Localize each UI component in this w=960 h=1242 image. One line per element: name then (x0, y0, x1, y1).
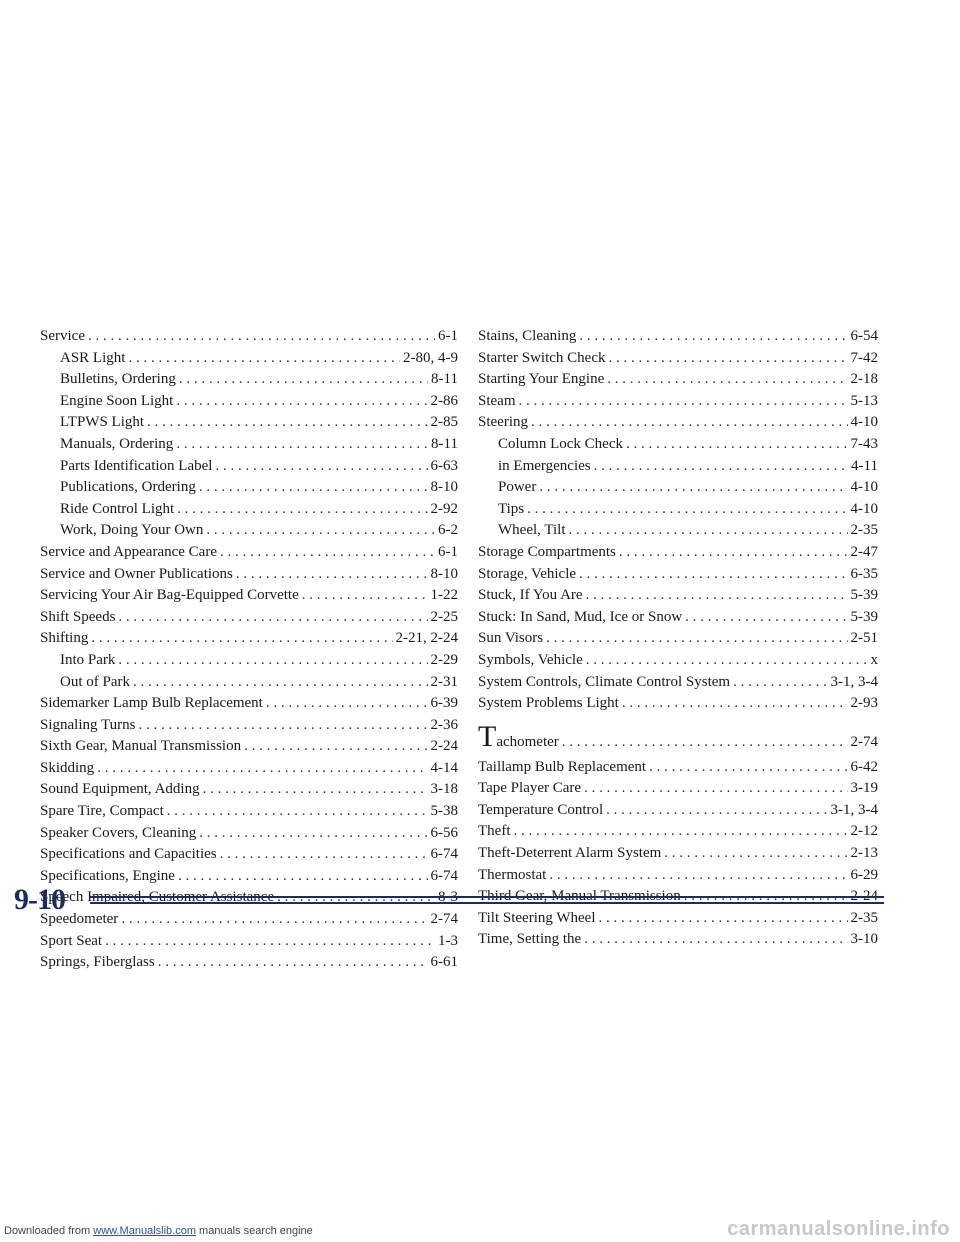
dot-leader (607, 369, 847, 391)
index-page-ref: 2-35 (850, 522, 878, 539)
index-page-ref: 7-42 (850, 349, 878, 366)
index-page-ref: 2-31 (430, 673, 458, 690)
index-page-ref: 2-24 (850, 888, 878, 905)
index-term: Service (40, 328, 85, 344)
index-term: ASR Light (60, 349, 126, 366)
index-entry (478, 672, 878, 694)
index-page-ref: 8-11 (431, 371, 458, 388)
index-term: Speedometer (40, 911, 119, 928)
dot-leader (519, 391, 848, 413)
index-entry (40, 931, 458, 953)
index-page-ref: 3-18 (430, 781, 458, 798)
index-page-ref: 5-39 (850, 608, 878, 625)
index-entry (478, 520, 878, 542)
index-entry (40, 564, 458, 586)
index-entry (40, 542, 458, 564)
index-term: Service and Appearance Care (40, 543, 217, 560)
dot-leader (244, 736, 427, 758)
dot-leader (176, 434, 428, 456)
index-page-ref: 6-1 (438, 328, 458, 344)
page-footer (14, 883, 884, 919)
dot-leader (606, 800, 827, 822)
index-term: Into Park (60, 651, 116, 668)
index-term: System Controls, Climate Control System (478, 673, 731, 690)
dot-leader (266, 693, 428, 715)
index-page-ref: 6-74 (430, 846, 458, 863)
index-term: LTPWS Light (60, 414, 145, 431)
index-entry (40, 672, 458, 694)
dot-leader (206, 520, 435, 542)
index-term: Steam (478, 392, 516, 409)
index-term: Symbols, Vehicle (478, 651, 583, 668)
index-entry (478, 778, 878, 800)
index-entry (478, 929, 878, 951)
index-term: Sound Equipment, Adding (40, 781, 200, 798)
index-entry (478, 326, 878, 348)
index-page-ref: 2-24 (430, 738, 458, 755)
index-entry (478, 412, 878, 434)
index-entry (40, 456, 458, 478)
index-term: Sixth Gear, Manual Transmission (40, 738, 242, 755)
dot-leader (579, 564, 847, 586)
download-prefix: Downloaded from (4, 1225, 91, 1237)
index-page-ref: 8-11 (431, 435, 458, 452)
dot-leader (118, 650, 427, 672)
index-page-ref: 2-80, 4-9 (403, 349, 458, 366)
index-entry (40, 801, 458, 823)
dot-leader (664, 843, 847, 865)
index-page-ref: 6-63 (430, 457, 458, 474)
watermark: carmanualsonline.info (727, 1218, 950, 1240)
index-entry (40, 650, 458, 672)
index-entry (40, 477, 458, 499)
index-term: Tilt Steering Wheel (478, 909, 596, 926)
index-page-ref: 4-10 (850, 500, 878, 517)
dot-leader (586, 585, 848, 607)
index-page-ref: 4-10 (850, 479, 878, 496)
download-note (4, 1225, 313, 1237)
index-term: Starting Your Engine (478, 371, 605, 388)
index-entry (40, 391, 458, 413)
index-term: Taillamp Bulb Replacement (478, 758, 647, 775)
index-term: Starter Switch Check (478, 349, 606, 366)
index-term: Engine Soon Light (60, 392, 174, 409)
index-entry (40, 715, 458, 737)
index-entry (40, 412, 458, 434)
index-page-ref: 6-56 (430, 824, 458, 841)
index-page-ref: x (870, 651, 878, 668)
dot-leader (133, 672, 428, 694)
index-page-ref: 2-25 (430, 608, 458, 625)
dot-leader (88, 326, 435, 348)
dot-leader (199, 477, 428, 499)
index-entry (478, 607, 878, 629)
index-page-ref: 2-51 (850, 630, 878, 647)
index-entry (40, 499, 458, 521)
dot-leader (179, 369, 428, 391)
index-term: Shift Speeds (40, 608, 116, 625)
dot-leader (513, 821, 847, 843)
index-page-ref: 6-74 (430, 867, 458, 884)
index-page-ref: 6-54 (850, 328, 878, 344)
index-term: Ride Control Light (60, 500, 175, 517)
index-term: Springs, Fiberglass (40, 954, 155, 971)
dot-leader (128, 348, 400, 370)
index-term: Servicing Your Air Bag-Equipped Corvette (40, 587, 299, 604)
index-page-ref: 6-42 (850, 758, 878, 775)
index-entry (40, 348, 458, 370)
index-term: Spare Tire, Compact (40, 803, 164, 820)
index-page-ref: 2-74 (850, 733, 878, 750)
dot-leader (236, 564, 428, 586)
index-term: System Problems Light (478, 695, 619, 712)
index-term: Out of Park (60, 673, 130, 690)
page-number: 9-10 (14, 883, 65, 916)
dot-leader (138, 715, 427, 737)
index-entry (40, 844, 458, 866)
index-page-ref: 5-13 (850, 392, 878, 409)
index-term: Stuck: In Sand, Mud, Ice or Snow (478, 608, 683, 625)
index-term: Service and Owner Publications (40, 565, 233, 582)
index-term: Time, Setting the (478, 931, 582, 948)
dot-leader (215, 456, 427, 478)
index-term: in Emergencies (498, 457, 591, 474)
index-page-ref: 3-1, 3-4 (830, 801, 878, 818)
dot-leader (176, 391, 427, 413)
index-page-ref: 2-21, 2-24 (395, 630, 458, 647)
index-page-ref: 6-61 (430, 954, 458, 971)
footer-rule-bottom (90, 902, 884, 904)
index-term: Specifications, Engine (40, 867, 175, 884)
index-page-ref: 6-39 (430, 695, 458, 712)
dot-leader (199, 823, 427, 845)
index-term: Speaker Covers, Cleaning (40, 824, 197, 841)
index-page-ref: 6-2 (438, 522, 458, 539)
index-term: Tips (498, 500, 525, 517)
index-term: Temperature Control (478, 801, 604, 818)
dot-leader (302, 585, 428, 607)
index-term: Shifting (40, 630, 89, 647)
index-page-ref: 1-3 (438, 932, 458, 949)
index-entry (478, 391, 878, 413)
dot-leader (608, 348, 847, 370)
index-term: Stains, Cleaning (478, 328, 577, 344)
dot-leader (649, 757, 847, 779)
index-entry (478, 369, 878, 391)
index-entry (478, 757, 878, 779)
dot-leader (569, 520, 848, 542)
index-page-ref: 6-35 (850, 565, 878, 582)
index-page-ref: 8-10 (430, 479, 458, 496)
dot-leader (118, 607, 427, 629)
index-term: Speech Impaired, Customer Assistance (40, 889, 275, 906)
index-page-ref: 2-36 (430, 716, 458, 733)
index-entry (40, 520, 458, 542)
index-page-ref: 2-18 (850, 371, 878, 388)
index-column-right (478, 326, 878, 951)
index-page-ref: 2-85 (430, 414, 458, 431)
index-entry (478, 542, 878, 564)
dot-leader (546, 628, 847, 650)
dot-leader (97, 758, 427, 780)
index-entry (40, 607, 458, 629)
dot-leader (584, 778, 847, 800)
index-term: Sun Visors (478, 630, 544, 647)
dot-leader (220, 542, 435, 564)
index-entry (40, 779, 458, 801)
index-page-ref: 8-10 (430, 565, 458, 582)
dot-leader (579, 326, 847, 348)
index-page-ref: 6-1 (438, 543, 458, 560)
dot-leader (220, 844, 428, 866)
dot-leader (167, 801, 428, 823)
index-page-ref: 2-92 (430, 500, 458, 517)
dot-leader (562, 727, 848, 757)
index-entry (478, 800, 878, 822)
dot-leader (584, 929, 847, 951)
index-page-ref: 5-38 (430, 803, 458, 820)
index-term: Publications, Ordering (60, 479, 196, 496)
index-entry (478, 821, 878, 843)
index-column-left (40, 326, 458, 974)
index-page-ref: 7-43 (850, 435, 878, 452)
manualslib-link[interactable]: www.Manualslib.com (93, 1225, 196, 1237)
index-entry (478, 719, 878, 757)
index-page-ref: 3-10 (850, 931, 878, 948)
index-entry (478, 434, 878, 456)
index-entry (40, 758, 458, 780)
index-term: Theft (478, 823, 511, 840)
index-entry (40, 952, 458, 974)
index-entry (40, 693, 458, 715)
dot-leader (158, 952, 428, 974)
dot-leader (147, 412, 427, 434)
index-page-ref: 2-86 (430, 392, 458, 409)
index-page-ref: 4-14 (430, 759, 458, 776)
index-entry (478, 348, 878, 370)
index-entry (478, 650, 878, 672)
index-entry (40, 585, 458, 607)
index-entry (40, 823, 458, 845)
index-term: Power (498, 479, 537, 496)
index-term: Manuals, Ordering (60, 435, 174, 452)
download-suffix: manuals search engine (199, 1225, 313, 1237)
index-page-ref: 2-12 (850, 823, 878, 840)
dot-leader (619, 542, 848, 564)
index-entry (478, 843, 878, 865)
index-term: Parts Identification Label (60, 457, 213, 474)
dot-leader (622, 693, 848, 715)
index-entry (478, 564, 878, 586)
index-term (478, 719, 559, 757)
dot-leader (91, 628, 392, 650)
dot-leader (539, 477, 847, 499)
dot-leader (527, 499, 847, 521)
index-page-ref: 1-22 (430, 587, 458, 604)
index-term: Work, Doing Your Own (60, 522, 204, 539)
index-term: Specifications and Capacities (40, 846, 217, 863)
index-term: Skidding (40, 759, 95, 776)
dot-leader (626, 434, 848, 456)
dot-leader (531, 412, 848, 434)
index-page-ref: 2-29 (430, 651, 458, 668)
dot-leader (177, 499, 427, 521)
index-page-ref: 2-47 (850, 543, 878, 560)
index-page-ref: 2-13 (850, 845, 878, 862)
index-page-ref: 2-35 (850, 909, 878, 926)
index-entry (40, 326, 458, 348)
index-page-ref: 3-1, 3-4 (830, 673, 878, 690)
dot-leader (685, 607, 847, 629)
index-term: Bulletins, Ordering (60, 371, 176, 388)
index-term: Thermostat (478, 866, 547, 883)
index-page-ref: 6-29 (850, 866, 878, 883)
index-entry (478, 499, 878, 521)
dot-leader (586, 650, 868, 672)
index-term: Stuck, If You Are (478, 587, 583, 604)
dot-leader (105, 931, 435, 953)
index-entry (478, 693, 878, 715)
index-entry (40, 434, 458, 456)
index-dropcap: T (478, 719, 497, 753)
index-term: Column Lock Check (498, 435, 623, 452)
index-page-ref: 2-74 (430, 911, 458, 928)
index-term-rest: achometer (496, 733, 559, 750)
index-term: Wheel, Tilt (498, 522, 566, 539)
index-term: Sport Seat (40, 932, 103, 949)
index-entry (478, 585, 878, 607)
index-entry (478, 477, 878, 499)
index-page-ref: 4-11 (851, 457, 878, 474)
index-page-ref: 4-10 (850, 414, 878, 431)
index-term: Sidemarker Lamp Bulb Replacement (40, 695, 263, 712)
index-entry (40, 736, 458, 758)
dot-leader (594, 456, 848, 478)
index-page-ref: 2-93 (850, 695, 878, 712)
dot-leader (203, 779, 428, 801)
index-term: Third Gear, Manual Transmission (478, 888, 681, 905)
index-page-ref: 5-39 (850, 587, 878, 604)
dot-leader (733, 672, 827, 694)
index-page-ref: 8-3 (438, 889, 458, 906)
index-term: Storage Compartments (478, 543, 616, 560)
index-page-ref: 3-19 (850, 780, 878, 797)
index-entry (40, 369, 458, 391)
index-term: Steering (478, 414, 528, 431)
index-entry (478, 456, 878, 478)
index-entry (40, 628, 458, 650)
index-term: Storage, Vehicle (478, 565, 577, 582)
index-entry (478, 628, 878, 650)
index-term: Signaling Turns (40, 716, 136, 733)
index-term: Tape Player Care (478, 780, 582, 797)
index-term: Theft-Deterrent Alarm System (478, 845, 662, 862)
footer-rule-top (90, 896, 884, 898)
